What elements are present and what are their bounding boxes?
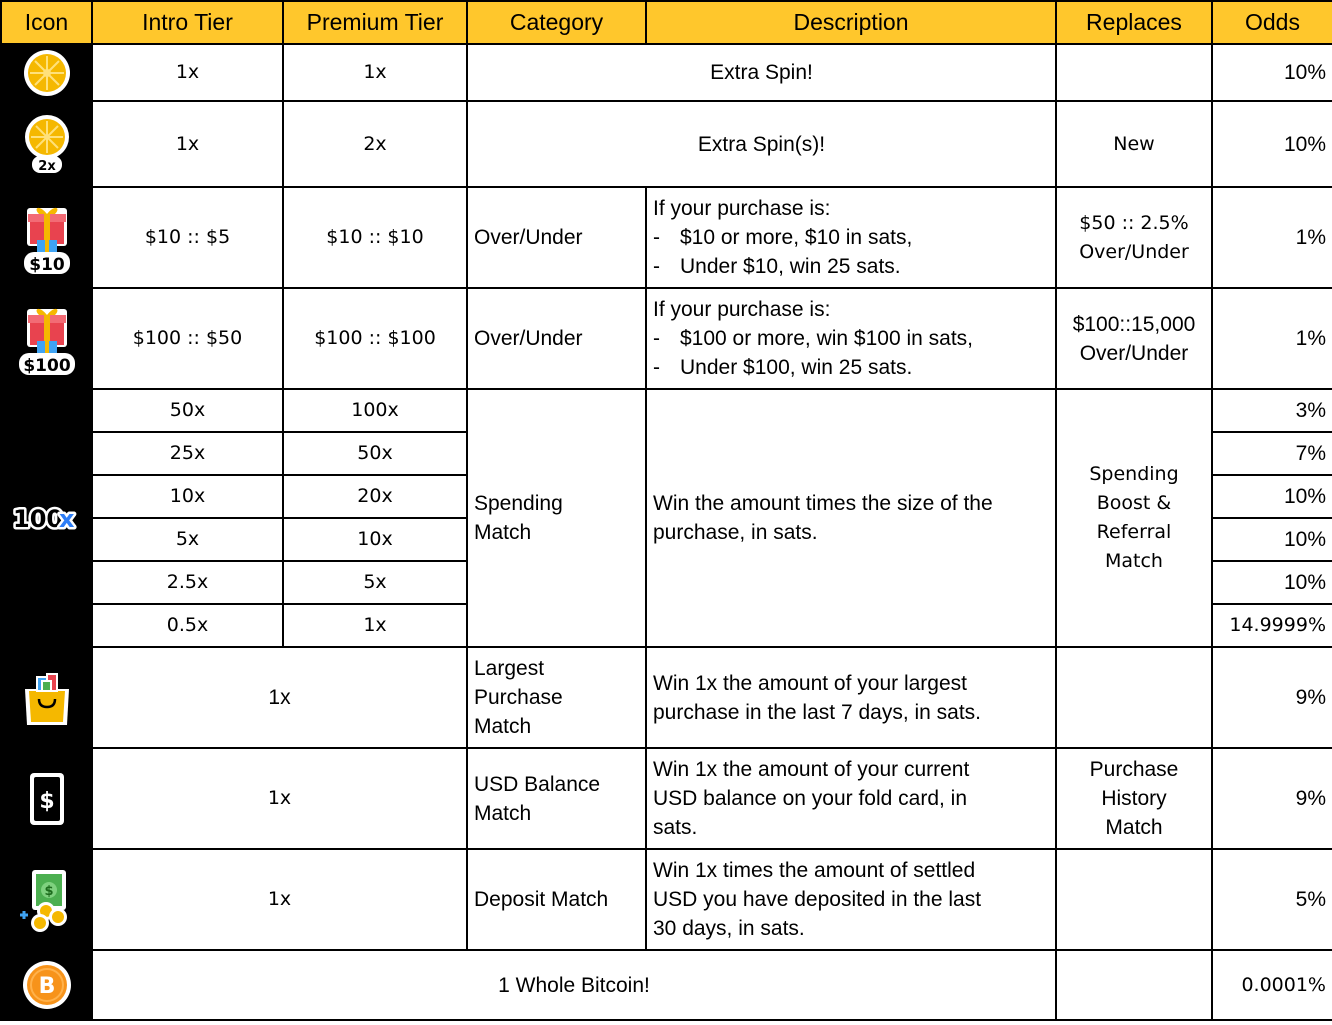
replaces (1056, 647, 1212, 748)
intro-tier: 1x (92, 44, 283, 101)
intro-tier: 25x (92, 432, 283, 475)
category-line: Purchase (474, 686, 563, 709)
badge-10: $10 (28, 254, 65, 275)
description (646, 187, 1056, 288)
bullet-text: $100 or more, win $100 in sats, (680, 327, 973, 350)
dollar-card-icon (27, 770, 67, 828)
category (467, 748, 646, 849)
spin-coin-icon (22, 48, 72, 98)
odds: 10% (1212, 475, 1332, 518)
description-line: USD you have deposited in the last (653, 888, 982, 911)
header-description: Description (646, 1, 1056, 44)
icon-cell (1, 647, 92, 748)
badge-2x: 2x (37, 159, 56, 174)
odds: 9% (1212, 748, 1332, 849)
row-gift-100 (1, 288, 1332, 389)
category: Over/Under (467, 187, 646, 288)
header-premium-tier: Premium Tier (283, 1, 467, 44)
row-deposit-match (1, 849, 1332, 950)
odds: 14.9999% (1212, 604, 1332, 647)
intro-tier: 50x (92, 389, 283, 432)
row-gift-10 (1, 187, 1332, 288)
icon-cell (1, 44, 92, 101)
replaces-line: Match (1105, 550, 1163, 572)
description (646, 288, 1056, 389)
row-usd-balance (1, 748, 1332, 849)
premium-tier: 2x (283, 101, 467, 187)
bitcoin-icon (21, 959, 73, 1011)
description (646, 748, 1056, 849)
icon-cell (1, 101, 92, 187)
description-line: Win 1x the amount of your largest (653, 671, 967, 695)
odds: 10% (1212, 101, 1332, 187)
dash: - (653, 356, 660, 379)
bullet-text: $10 or more, $10 in sats, (680, 226, 913, 249)
premium-tier: 10x (283, 518, 467, 561)
category: Deposit Match (467, 849, 646, 950)
category-line: USD Balance (474, 772, 601, 796)
odds: 10% (1212, 561, 1332, 604)
intro-tier: $100 :: $50 (92, 288, 283, 389)
replaces-line: Boost & (1096, 492, 1172, 514)
intro-tier: $10 :: $5 (92, 187, 283, 288)
replaces (1056, 849, 1212, 950)
header-row (1, 1, 1332, 44)
description-line: sats. (653, 816, 698, 839)
badge-100: 100 (12, 505, 63, 533)
category: Over/Under (467, 288, 646, 389)
replaces (1056, 389, 1212, 647)
description-bullet (653, 223, 1049, 252)
header-category: Category (467, 1, 646, 44)
premium-tier: 20x (283, 475, 467, 518)
odds: 3% (1212, 389, 1332, 432)
icon-cell (1, 849, 92, 950)
replaces-line: Match (1105, 816, 1163, 839)
gift-box-100-icon (17, 301, 77, 377)
shopping-bag-icon (21, 669, 73, 727)
description: Extra Spin! (467, 44, 1056, 101)
description (646, 849, 1056, 950)
category-line: Match (474, 521, 532, 544)
header-replaces: Replaces (1056, 1, 1212, 44)
row-bitcoin (1, 950, 1332, 1020)
description: 1 Whole Bitcoin! (92, 950, 1056, 1020)
replaces-line: Spending (1089, 463, 1179, 485)
intro-tier: 10x (92, 475, 283, 518)
row-extra-spin (1, 44, 1332, 101)
icon-cell (1, 389, 92, 647)
odds: 10% (1212, 44, 1332, 101)
intro-tier: 0.5x (92, 604, 283, 647)
row-extra-spins (1, 101, 1332, 187)
multiplier-100x-icon (10, 501, 84, 535)
category (467, 389, 646, 647)
bitcoin-glyph: B (38, 974, 55, 999)
odds: 1% (1212, 187, 1332, 288)
row-spending-match (1, 389, 1332, 432)
replaces (1056, 187, 1212, 288)
description-line: Win 1x the amount of your current (653, 758, 970, 781)
premium-tier: $10 :: $10 (283, 187, 467, 288)
replaces-line: History (1101, 787, 1167, 810)
description-bullet (653, 324, 1049, 353)
icon-cell (1, 950, 92, 1020)
cash-coins-icon (16, 867, 78, 933)
header-intro-tier: Intro Tier (92, 1, 283, 44)
category (467, 647, 646, 748)
dash: - (653, 255, 660, 278)
header-odds: Odds (1212, 1, 1332, 44)
odds: 5% (1212, 849, 1332, 950)
description: Win the amount times the size of the purchase, in sats. (646, 389, 1056, 647)
tier: 1x (92, 849, 467, 950)
description-line: USD balance on your fold card, in (653, 787, 968, 810)
replaces (1056, 44, 1212, 101)
intro-tier: 2.5x (92, 561, 283, 604)
replaces-line: $50 :: 2.5% (1079, 211, 1189, 234)
category-line: Largest (474, 657, 545, 680)
category-line: Match (474, 715, 532, 738)
replaces-line: $100::15,000 (1072, 312, 1196, 336)
replaces (1056, 748, 1212, 849)
intro-tier: 5x (92, 518, 283, 561)
gift-box-10-icon (19, 200, 75, 276)
odds: 10% (1212, 518, 1332, 561)
icon-cell (1, 748, 92, 849)
intro-tier: 1x (92, 101, 283, 187)
bullet-text: Under $100, win 25 sats. (680, 356, 913, 379)
replaces-line: Purchase (1089, 758, 1179, 781)
odds: 1% (1212, 288, 1332, 389)
premium-tier: 5x (283, 561, 467, 604)
tier: 1x (92, 647, 467, 748)
premium-tier: 100x (283, 389, 467, 432)
odds: 7% (1212, 432, 1332, 475)
category-line: Spending (474, 492, 563, 515)
dollar-glyph: $ (38, 788, 55, 814)
replaces: New (1056, 101, 1212, 187)
description-heading: If your purchase is: (653, 298, 831, 321)
premium-tier: $100 :: $100 (283, 288, 467, 389)
dash: - (653, 327, 660, 350)
description-heading: If your purchase is: (653, 197, 831, 220)
replaces-line: Over/Under (1079, 341, 1189, 365)
replaces-line: Referral (1096, 521, 1172, 543)
icon-cell (1, 288, 92, 389)
description (646, 647, 1056, 748)
spin-coin-2x-icon (22, 113, 72, 175)
description: Extra Spin(s)! (467, 101, 1056, 187)
replaces (1056, 950, 1212, 1020)
bullet-text: Under $10, win 25 sats. (680, 255, 901, 278)
odds: 9% (1212, 647, 1332, 748)
badge-x: x (58, 505, 74, 533)
badge-100: $100 (22, 355, 71, 376)
row-largest-purchase (1, 647, 1332, 748)
icon-cell (1, 187, 92, 288)
replaces-line: Over/Under (1079, 240, 1189, 263)
category-line: Match (474, 801, 532, 825)
description-bullet (653, 353, 1049, 382)
odds: 0.0001% (1212, 950, 1332, 1020)
description-line: 30 days, in sats. (653, 917, 805, 940)
premium-tier: 1x (283, 604, 467, 647)
premium-tier: 50x (283, 432, 467, 475)
description-bullet (653, 252, 1049, 281)
dollar-glyph: $ (43, 883, 54, 899)
description-line: purchase in the last 7 days, in sats. (653, 700, 982, 724)
header-icon: Icon (1, 1, 92, 44)
description-line: Win 1x times the amount of settled (653, 859, 976, 882)
replaces (1056, 288, 1212, 389)
premium-tier: 1x (283, 44, 467, 101)
dash: - (653, 226, 660, 249)
tier: 1x (92, 748, 467, 849)
